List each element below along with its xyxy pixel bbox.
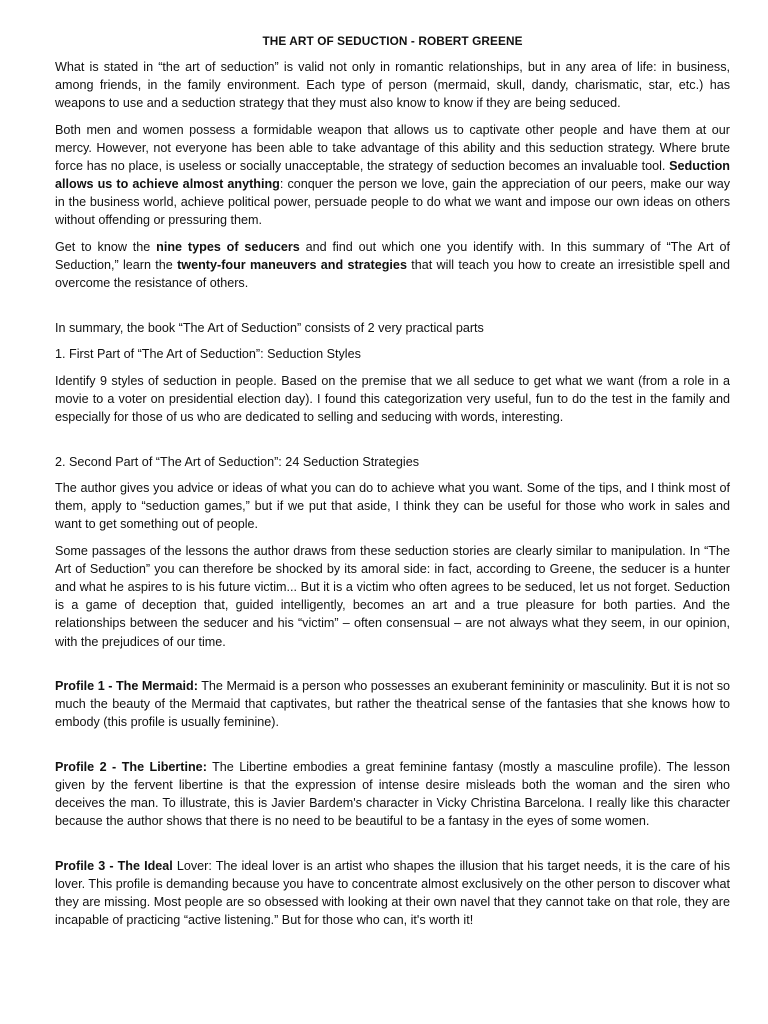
intro-3-bold-b: twenty-four maneuvers and strategies [177,258,407,273]
intro-paragraph-3 [55,238,730,292]
spacer [55,301,730,319]
profile-1-text: The Mermaid is a person who possesses an exuberant femininity or masculinity. But it is not so much the beauty of the Mermaid that captivates, but rather the theatrical sense of the fantasies that she knows how to embody (this profile is usually feminine). [55,679,731,730]
part1-body: Identify 9 styles of seduction in people. Based on the premise that we all seduce to get what we want (from a role in a movie to a voter on presidential election day). I found this categorization very useful, fun to do the test in the family and especially for those of us who are dedicated to selling and seducing with words, interesting. [55,373,730,425]
intro-3-text-a: Get to know the [55,239,157,254]
intro-paragraph-1 [55,58,730,112]
profile-3-label: Profile 3 - The Ideal [55,858,173,873]
document-title: THE ART OF SEDUCTION - ROBERT GREENE [262,34,523,48]
intro-paragraph-2 [55,121,730,230]
profile-3-text: Lover: The ideal lover is an artist who shapes the illusion that his target needs, it is the care of his lover. This profile is demanding because you have to concentrate almost exclusively on the other person to discover what they are missing. Most people are so obsessed with looking at their own navel that they cannot take on that role, they are incapable of practicing “active listening.” But for those who can, it's worth it! [55,858,730,928]
document-page [55,32,730,938]
profile-1 [55,677,730,731]
intro-3-text-b: and find out which one you identify with. In this summary of “The Art of Seduction,” learn the [55,239,731,273]
spacer [55,839,730,857]
spacer [55,659,730,677]
part2-heading: 2. Second Part of “The Art of Seduction”: 24 Seduction Strategies [55,454,420,469]
summary-intro: In summary, the book “The Art of Seduction” consists of 2 very practical parts [55,320,484,335]
intro-1-text: What is stated in “the art of seduction” is valid not only in romantic relationships, but in any area of life: in business, among friends, in the family environment. Each type of person (mermaid, skull, dandy, charismatic, star, etc.) has weapons to use and a seduction strategy that they must also know to know if they are being seduced. [55,60,730,111]
intro-2-text-b: : conquer the person we love, gain the appreciation of our peers, make our way in the business world, achieve political power, persuade people to do what we want and impose our own ideas on others without offending or pressuring them. [55,177,730,228]
intro-3-text-c: that will teach you how to create an irresistible spell and overcome the resistance of others. [55,258,731,291]
spacer [55,435,730,453]
profile-1-label: Profile 1 - The Mermaid: [55,679,198,694]
part2-body-2: Some passages of the lessons the author draws from these seduction stories are clearly similar to manipulation. In “The Art of Seduction” you can therefore be shocked by its amoral side: in fact, according to Greene, the seducer is a hunter and what he aspires to is his future victim... But it is a victim who often agrees to be seduced, let us not forget. Seduction is a game of deception that, guided intelligently, becomes an art and a true pleasure for both parties. And the relationships between the seducer and his “victim” – often consensual – are not always what they seem, in our opinion, with the prejudices of our time. [55,544,730,649]
spacer [55,740,730,758]
intro-3-bold-a: nine types of seducers [156,239,300,254]
part2-body-1: The author gives you advice or ideas of what you can do to achieve what you want. Some of the tips, and I think most of them, apply to “seduction games,” but if we put that aside, I think they can be useful for those who work in sales and want to get something out of people. [55,481,730,532]
profile-2-text: The Libertine embodies a great feminine fantasy (mostly a masculine profile). The lesson given by the fervent libertine is that the expression of intense desire misleads both the woman and the siren who deceives the man. To illustrate, this is Javier Bardem's character in Vicky Christina Barcelona. I really like this character because the author shows that there is no need to be beautiful to be a fantasy in the eyes of some women. [55,759,730,829]
intro-2-text-a: Both men and women possess a formidable weapon that allows us to captivate other people and have them at our mercy. However, not everyone has been able to take advantage of this ability and this seduction strategy. Where brute force has no place, is useless or socially unacceptable, the strategy of seduction becomes an invaluable tool. [55,122,730,174]
part1-heading: 1. First Part of “The Art of Seduction”: Seduction Styles [55,347,361,362]
profile-3 [55,857,730,929]
profile-2 [55,758,730,830]
profile-2-label: Profile 2 - The Libertine: [55,759,207,774]
intro-2-bold: Seduction allows us to achieve almost anything [55,159,730,192]
